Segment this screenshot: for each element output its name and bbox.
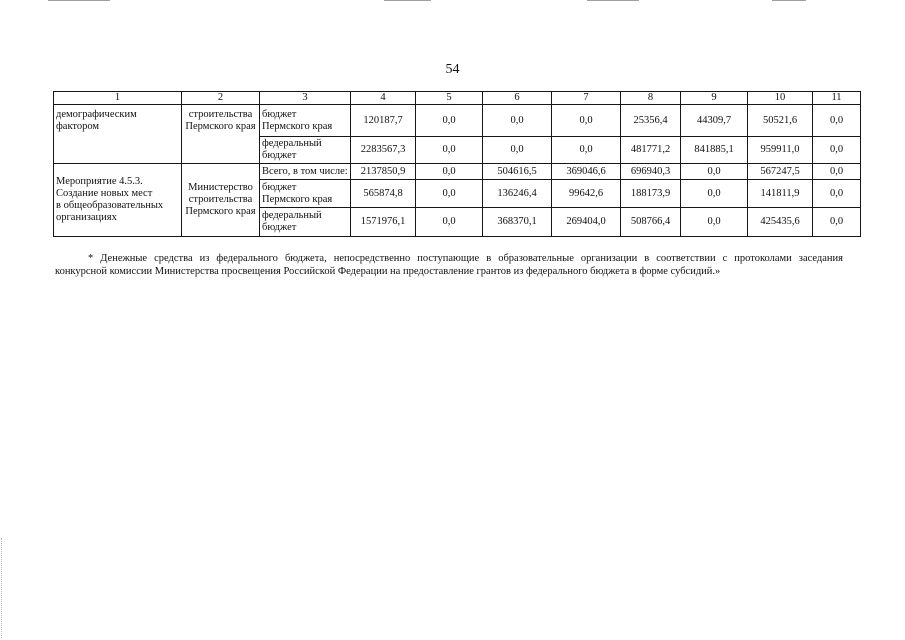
column-header-6: 6	[483, 92, 552, 105]
value-cell-col9: 0,0	[681, 164, 748, 180]
value-cell-col9: 44309,7	[681, 105, 748, 137]
value-cell-col11: 0,0	[813, 164, 861, 180]
value-cell-col5: 0,0	[416, 105, 483, 137]
value-cell-col7: 99642,6	[552, 180, 621, 208]
column-header-5: 5	[416, 92, 483, 105]
value-cell-col8: 188173,9	[621, 180, 681, 208]
value-cell-col10: 567247,5	[748, 164, 813, 180]
value-cell-col4: 2283567,3	[351, 137, 416, 164]
value-cell-col8: 508766,4	[621, 208, 681, 237]
column-header-7: 7	[552, 92, 621, 105]
value-cell-col11: 0,0	[813, 208, 861, 237]
footnote-line: * Денежные средства из федерального бюджета, непосредственно поступающие в образовательные организации в соответствии с протоколами заседания	[88, 253, 843, 264]
footnote	[55, 252, 843, 278]
column-header-4: 4	[351, 92, 416, 105]
value-cell-col7: 269404,0	[552, 208, 621, 237]
table-row	[54, 164, 861, 180]
scan-edge-line	[384, 0, 431, 1]
value-cell-col7: 0,0	[552, 137, 621, 164]
value-cell-col8: 696940,3	[621, 164, 681, 180]
value-cell-col6: 504616,5	[483, 164, 552, 180]
value-cell-col9: 0,0	[681, 180, 748, 208]
value-cell-col10: 959911,0	[748, 137, 813, 164]
value-cell-col9: 0,0	[681, 208, 748, 237]
executor-cell: строительства Пермского края	[182, 105, 260, 164]
value-cell-col6: 136246,4	[483, 180, 552, 208]
value-cell-col6: 368370,1	[483, 208, 552, 237]
column-header-1: 1	[54, 92, 182, 105]
value-cell-col11: 0,0	[813, 180, 861, 208]
funding-source-cell: федеральный бюджет	[260, 137, 351, 164]
value-cell-col11: 0,0	[813, 105, 861, 137]
value-cell-col6: 0,0	[483, 105, 552, 137]
scan-edge-line	[48, 0, 110, 1]
measure-cell: Мероприятие 4.5.3. Создание новых мест в общеобразовательных организациях	[54, 164, 182, 237]
measure-cell: демографическим фактором	[54, 105, 182, 164]
value-cell-col5: 0,0	[416, 208, 483, 237]
column-header-2: 2	[182, 92, 260, 105]
value-cell-col5: 0,0	[416, 180, 483, 208]
scan-edge-line	[587, 0, 639, 1]
value-cell-col7: 0,0	[552, 105, 621, 137]
value-cell-col7: 369046,6	[552, 164, 621, 180]
budget-table	[53, 91, 861, 237]
column-header-8: 8	[621, 92, 681, 105]
value-cell-col4: 120187,7	[351, 105, 416, 137]
value-cell-col6: 0,0	[483, 137, 552, 164]
column-header-10: 10	[748, 92, 813, 105]
value-cell-col8: 481771,2	[621, 137, 681, 164]
value-cell-col5: 0,0	[416, 164, 483, 180]
value-cell-col9: 841885,1	[681, 137, 748, 164]
page-number: 54	[445, 62, 460, 77]
footnote-line: конкурсной комиссии Министерства просвещения Российской Федерации на предоставление грантов из федерального бюджета в форме субсидий.»	[55, 266, 721, 277]
column-header-9: 9	[681, 92, 748, 105]
funding-source-cell: федеральный бюджет	[260, 208, 351, 237]
value-cell-col8: 25356,4	[621, 105, 681, 137]
executor-cell: Министерство строительства Пермского края	[182, 164, 260, 237]
value-cell-col10: 141811,9	[748, 180, 813, 208]
funding-source-cell: бюджет Пермского края	[260, 105, 351, 137]
value-cell-col10: 425435,6	[748, 208, 813, 237]
value-cell-col4: 565874,8	[351, 180, 416, 208]
funding-source-cell: Всего, в том числе:	[260, 164, 351, 180]
value-cell-col11: 0,0	[813, 137, 861, 164]
value-cell-col4: 2137850,9	[351, 164, 416, 180]
value-cell-col5: 0,0	[416, 137, 483, 164]
column-header-3: 3	[260, 92, 351, 105]
value-cell-col10: 50521,6	[748, 105, 813, 137]
table-row	[54, 105, 861, 137]
column-header-11: 11	[813, 92, 861, 105]
scan-edge-line	[772, 0, 806, 1]
funding-source-cell: бюджет Пермского края	[260, 180, 351, 208]
value-cell-col4: 1571976,1	[351, 208, 416, 237]
scan-margin-mark	[1, 538, 2, 638]
table-header-row	[54, 92, 861, 105]
